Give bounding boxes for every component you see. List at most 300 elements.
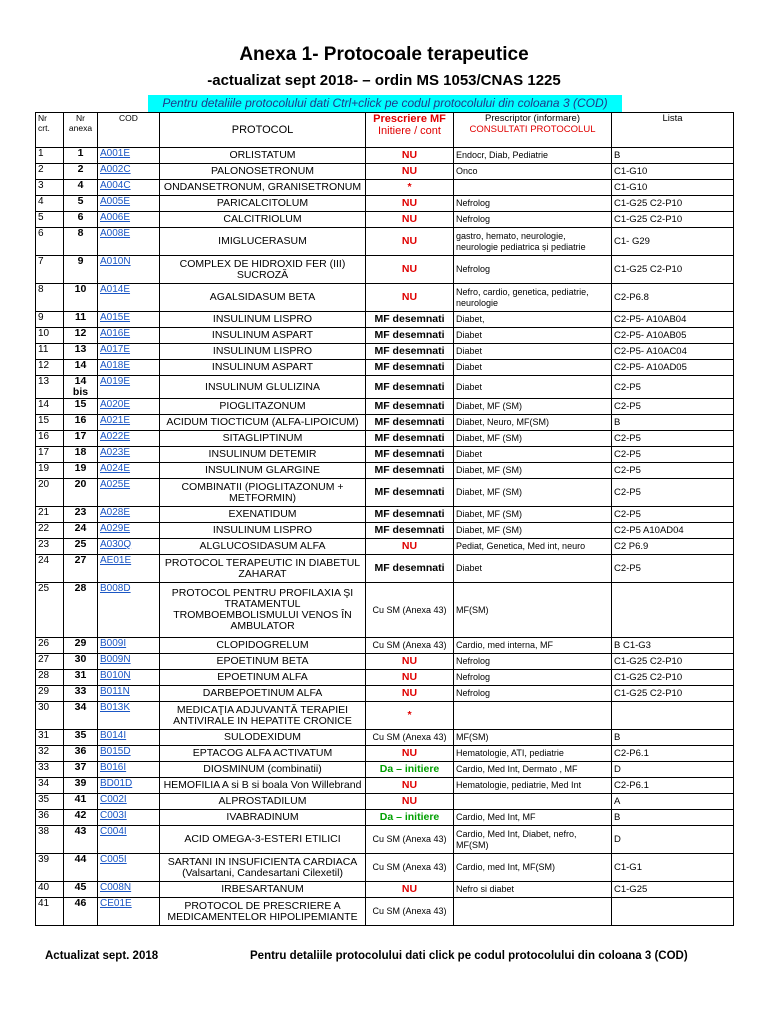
col-header-lista: Lista (612, 113, 734, 148)
protocol-code-link[interactable]: C005I (100, 854, 127, 865)
cell-lista: C1-G25 C2-P10 (612, 654, 734, 670)
cell-nr: 1 (36, 148, 64, 164)
table-row (36, 854, 734, 882)
table-row (36, 228, 734, 256)
cell-cod (98, 794, 160, 810)
cell-anexa: 18 (64, 447, 98, 463)
cell-protocol: SULODEXIDUM (160, 730, 366, 746)
cell-nr: 22 (36, 523, 64, 539)
cell-lista: C2-P6.8 (612, 284, 734, 312)
cell-cod (98, 447, 160, 463)
cell-lista: B (612, 730, 734, 746)
cell-prescriptor: Nefrolog (454, 196, 612, 212)
cell-cod (98, 523, 160, 539)
cell-prescriere-mf: NU (366, 746, 454, 762)
table-row (36, 431, 734, 447)
cell-protocol: INSULINUM GLARGINE (160, 463, 366, 479)
cell-cod (98, 180, 160, 196)
cell-protocol: ACIDUM TIOCTICUM (ALFA-LIPOICUM) (160, 415, 366, 431)
cell-prescriere-mf: NU (366, 164, 454, 180)
table-row (36, 638, 734, 654)
cell-prescriptor: Diabet (454, 328, 612, 344)
table-row (36, 479, 734, 507)
cell-cod (98, 670, 160, 686)
table-row (36, 164, 734, 180)
cell-nr: 3 (36, 180, 64, 196)
cell-cod (98, 730, 160, 746)
cell-lista: C2-P5 (612, 447, 734, 463)
cell-prescriptor: Diabet (454, 447, 612, 463)
cell-cod (98, 328, 160, 344)
protocol-code-link[interactable]: CE01E (100, 898, 132, 909)
cell-protocol: COMPLEX DE HIDROXID FER (III) SUCROZĂ (160, 256, 366, 284)
cell-cod (98, 638, 160, 654)
protocol-code-link[interactable]: A025E (100, 479, 131, 490)
cell-lista: C2 P6.9 (612, 539, 734, 555)
cell-nr: 32 (36, 746, 64, 762)
cell-anexa: 41 (64, 794, 98, 810)
protocols-table (35, 112, 734, 926)
protocol-code-link[interactable]: A023E (100, 447, 131, 458)
protocol-code-link[interactable]: C004I (100, 826, 127, 837)
cell-nr: 5 (36, 212, 64, 228)
cell-anexa: 9 (64, 256, 98, 284)
cell-prescriptor: Cardio, med Int, MF(SM) (454, 854, 612, 882)
cell-lista: C1-G25 C2-P10 (612, 670, 734, 686)
cell-lista: D (612, 826, 734, 854)
protocol-code-link[interactable]: B015D (100, 746, 131, 757)
cell-lista: B C1-G3 (612, 638, 734, 654)
cell-prescriere-mf: MF desemnati (366, 479, 454, 507)
cell-prescriptor: Diabet (454, 344, 612, 360)
table-row (36, 702, 734, 730)
cell-cod (98, 360, 160, 376)
table-row (36, 523, 734, 539)
table-row (36, 583, 734, 638)
cell-prescriptor: Nefro si diabet (454, 882, 612, 898)
cell-protocol: CALCITRIOLUM (160, 212, 366, 228)
protocol-code-link[interactable]: B014I (100, 730, 127, 741)
protocol-code-link[interactable]: A019E (100, 376, 131, 387)
protocol-code-link[interactable]: B016I (100, 762, 127, 773)
table-row (36, 344, 734, 360)
cell-protocol: ONDANSETRONUM, GRANISETRONUM (160, 180, 366, 196)
cell-prescriere-mf: MF desemnati (366, 447, 454, 463)
cell-lista: B (612, 148, 734, 164)
cell-anexa: 23 (64, 507, 98, 523)
table-row (36, 778, 734, 794)
cell-protocol: INSULINUM LISPRO (160, 344, 366, 360)
protocol-code-link[interactable]: A021E (100, 415, 131, 426)
table-row (36, 762, 734, 778)
table-row (36, 507, 734, 523)
cell-cod (98, 212, 160, 228)
cell-prescriere-mf: MF desemnati (366, 399, 454, 415)
protocol-code-link[interactable]: A030Q (100, 539, 132, 550)
table-row (36, 360, 734, 376)
cell-anexa: 31 (64, 670, 98, 686)
table-row (36, 670, 734, 686)
table-row (36, 284, 734, 312)
cell-cod (98, 228, 160, 256)
cell-protocol: IMIGLUCERASUM (160, 228, 366, 256)
cell-prescriere-mf: NU (366, 539, 454, 555)
col-header-prescriptor-sub: CONSULTATI PROTOCOLUL (469, 124, 596, 135)
cell-lista: C2-P5 (612, 555, 734, 583)
cell-prescriere-mf: Da – initiere (366, 762, 454, 778)
cell-protocol: EPTACOG ALFA ACTIVATUM (160, 746, 366, 762)
cell-prescriptor: Diabet, Neuro, MF(SM) (454, 415, 612, 431)
cell-prescriptor (454, 702, 612, 730)
cell-nr: 20 (36, 479, 64, 507)
col-header-prescriptor-title: Prescriptor (informare) (484, 113, 581, 124)
cell-prescriptor: gastro, hemato, neurologie, neurologie pediatrica și pediatrie (454, 228, 612, 256)
cell-lista (612, 702, 734, 730)
cell-prescriptor: MF(SM) (454, 583, 612, 638)
cell-protocol: ALPROSTADILUM (160, 794, 366, 810)
cell-protocol: HEMOFILIA A si B si boala Von Willebrand (160, 778, 366, 794)
cell-cod (98, 463, 160, 479)
cell-lista: B (612, 810, 734, 826)
cell-nr: 39 (36, 854, 64, 882)
cell-nr: 23 (36, 539, 64, 555)
cell-cod (98, 256, 160, 284)
cell-prescriptor: Diabet, (454, 312, 612, 328)
cell-lista: C1-G25 C2-P10 (612, 256, 734, 284)
cell-anexa: 45 (64, 882, 98, 898)
cell-prescriere-mf: NU (366, 686, 454, 702)
cell-lista: C1-G10 (612, 180, 734, 196)
col-header-prescriere (366, 113, 454, 148)
cell-cod (98, 746, 160, 762)
cell-prescriere-mf: Cu SM (Anexa 43) (366, 854, 454, 882)
cell-protocol: ALGLUCOSIDASUM ALFA (160, 539, 366, 555)
cell-protocol: AGALSIDASUM BETA (160, 284, 366, 312)
cell-prescriere-mf: NU (366, 654, 454, 670)
table-row (36, 539, 734, 555)
cell-protocol: PIOGLITAZONUM (160, 399, 366, 415)
cell-nr: 34 (36, 778, 64, 794)
cell-protocol: PROTOCOL TERAPEUTIC IN DIABETUL ZAHARAT (160, 555, 366, 583)
cell-lista: C2-P5 (612, 431, 734, 447)
cell-protocol: SITAGLIPTINUM (160, 431, 366, 447)
table-row (36, 826, 734, 854)
cell-prescriptor: Cardio, Med Int, MF (454, 810, 612, 826)
protocol-code-link[interactable]: A028E (100, 507, 131, 518)
cell-prescriere-mf: MF desemnati (366, 463, 454, 479)
cell-prescriptor: Endocr, Diab, Pediatrie (454, 148, 612, 164)
cell-anexa: 2 (64, 164, 98, 180)
protocol-code-link[interactable]: A024E (100, 463, 131, 474)
cell-prescriptor: Cardio, med interna, MF (454, 638, 612, 654)
cell-cod (98, 555, 160, 583)
cell-anexa: 15 (64, 399, 98, 415)
table-row (36, 196, 734, 212)
table-row (36, 148, 734, 164)
cell-anexa: 20 (64, 479, 98, 507)
cell-anexa: 29 (64, 638, 98, 654)
cell-protocol: PARICALCITOLUM (160, 196, 366, 212)
cell-prescriptor: Nefrolog (454, 670, 612, 686)
cell-nr: 7 (36, 256, 64, 284)
page-title: Anexa 1- Protocoale terapeutice (239, 44, 529, 65)
cell-protocol: ACID OMEGA-3-ESTERI ETILICI (160, 826, 366, 854)
cell-prescriere-mf: Cu SM (Anexa 43) (366, 638, 454, 654)
cell-nr: 33 (36, 762, 64, 778)
cell-cod (98, 312, 160, 328)
table-header-row (36, 113, 734, 148)
cell-protocol: INSULINUM LISPRO (160, 312, 366, 328)
cell-protocol: ORLISTATUM (160, 148, 366, 164)
cell-cod (98, 762, 160, 778)
protocol-code-link[interactable]: A018E (100, 360, 131, 371)
cell-cod (98, 415, 160, 431)
cell-protocol: DIOSMINUM (combinatii) (160, 762, 366, 778)
cell-lista (612, 583, 734, 638)
cell-prescriere-mf: * (366, 180, 454, 196)
cell-lista: C1-G10 (612, 164, 734, 180)
protocol-code-link[interactable]: A029E (100, 523, 131, 534)
cell-prescriere-mf: NU (366, 196, 454, 212)
cell-lista: C1-G25 C2-P10 (612, 196, 734, 212)
cell-protocol: SARTANI IN INSUFICIENTA CARDIACA (Valsartani, Candesartani Cilexetil) (160, 854, 366, 882)
cell-anexa: 12 (64, 328, 98, 344)
cell-lista: B (612, 415, 734, 431)
cell-anexa: 34 (64, 702, 98, 730)
page-subtitle: -actualizat sept 2018- – ordin MS 1053/CNAS 1225 (207, 72, 561, 89)
cell-prescriere-mf: NU (366, 794, 454, 810)
protocol-code-link[interactable]: C003I (100, 810, 127, 821)
protocol-code-link[interactable]: A001E (100, 148, 131, 159)
cell-nr: 11 (36, 344, 64, 360)
cell-nr: 29 (36, 686, 64, 702)
cell-protocol: MEDICAŢIA ADJUVANTĂ TERAPIEI ANTIVIRALE IN HEPATITE CRONICE (160, 702, 366, 730)
table-row (36, 447, 734, 463)
cell-cod (98, 898, 160, 926)
cell-anexa: 1 (64, 148, 98, 164)
cell-prescriptor: Diabet (454, 555, 612, 583)
protocol-code-link[interactable]: B009N (100, 654, 131, 665)
cell-prescriptor (454, 898, 612, 926)
cell-nr: 17 (36, 447, 64, 463)
table-row (36, 399, 734, 415)
cell-lista: C2-P5- A10AC04 (612, 344, 734, 360)
cell-prescriere-mf: MF desemnati (366, 431, 454, 447)
cell-lista: C1-G25 C2-P10 (612, 212, 734, 228)
cell-nr: 12 (36, 360, 64, 376)
cell-prescriptor: Diabet, MF (SM) (454, 399, 612, 415)
cell-prescriptor: Diabet, MF (SM) (454, 463, 612, 479)
cell-nr: 15 (36, 415, 64, 431)
protocol-code-link[interactable]: B008D (100, 583, 131, 594)
cell-cod (98, 344, 160, 360)
cell-prescriptor: Cardio, Med Int, Dermato , MF (454, 762, 612, 778)
cell-cod (98, 164, 160, 180)
cell-prescriere-mf: Da – initiere (366, 810, 454, 826)
protocol-code-link[interactable]: A010N (100, 256, 131, 267)
cell-anexa: 37 (64, 762, 98, 778)
table-row (36, 376, 734, 399)
cell-nr: 31 (36, 730, 64, 746)
cell-prescriere-mf: MF desemnati (366, 312, 454, 328)
table-row (36, 654, 734, 670)
cell-prescriere-mf: NU (366, 256, 454, 284)
cell-prescriere-mf: NU (366, 212, 454, 228)
cell-prescriere-mf: MF desemnati (366, 507, 454, 523)
cell-prescriptor: Nefrolog (454, 686, 612, 702)
cell-nr: 14 (36, 399, 64, 415)
cell-prescriere-mf: * (366, 702, 454, 730)
cell-lista (612, 898, 734, 926)
cell-anexa: 46 (64, 898, 98, 926)
cell-anexa: 28 (64, 583, 98, 638)
cell-anexa: 4 (64, 180, 98, 196)
protocol-code-link[interactable]: C008N (100, 882, 132, 893)
cell-nr: 24 (36, 555, 64, 583)
col-header-anexa: Nr anexa (64, 113, 98, 148)
cell-anexa: 42 (64, 810, 98, 826)
cell-anexa: 8 (64, 228, 98, 256)
cell-anexa: 13 (64, 344, 98, 360)
cell-anexa: 24 (64, 523, 98, 539)
cell-prescriptor: Nefrolog (454, 654, 612, 670)
cell-anexa: 33 (64, 686, 98, 702)
cell-anexa: 11 (64, 312, 98, 328)
cell-protocol: INSULINUM DETEMIR (160, 447, 366, 463)
cell-anexa: 14 (64, 360, 98, 376)
cell-nr: 40 (36, 882, 64, 898)
cell-anexa: 43 (64, 826, 98, 854)
cell-prescriptor: Onco (454, 164, 612, 180)
cell-cod (98, 507, 160, 523)
cell-nr: 21 (36, 507, 64, 523)
table-row (36, 746, 734, 762)
protocol-code-link[interactable]: B013K (100, 702, 131, 713)
protocol-code-link[interactable]: AE01E (100, 555, 132, 566)
protocol-code-link[interactable]: A014E (100, 284, 131, 295)
protocol-code-link[interactable]: A005E (100, 196, 131, 207)
cell-anexa: 30 (64, 654, 98, 670)
cell-anexa: 35 (64, 730, 98, 746)
cell-cod (98, 399, 160, 415)
cell-cod (98, 376, 160, 399)
cell-protocol: INSULINUM ASPART (160, 328, 366, 344)
cell-prescriptor: Diabet, MF (SM) (454, 507, 612, 523)
cell-nr: 35 (36, 794, 64, 810)
cell-nr: 6 (36, 228, 64, 256)
col-header-protocol: PROTOCOL (160, 113, 366, 148)
protocol-code-link[interactable]: BD01D (100, 778, 133, 789)
cell-prescriere-mf: Cu SM (Anexa 43) (366, 826, 454, 854)
cell-protocol: IVABRADINUM (160, 810, 366, 826)
cell-anexa: 17 (64, 431, 98, 447)
cell-prescriptor: Diabet (454, 376, 612, 399)
cell-prescriere-mf: MF desemnati (366, 555, 454, 583)
cell-nr: 36 (36, 810, 64, 826)
cell-prescriptor: Diabet, MF (SM) (454, 431, 612, 447)
protocol-code-link[interactable]: A020E (100, 399, 131, 410)
table-row (36, 686, 734, 702)
cell-nr: 4 (36, 196, 64, 212)
protocol-code-link[interactable]: A006E (100, 212, 131, 223)
cell-nr: 41 (36, 898, 64, 926)
cell-lista: C2-P6.1 (612, 778, 734, 794)
col-header-prescriere-sub: Initiere / cont (378, 125, 441, 137)
cell-prescriptor: Hematologie, pediatrie, Med Int (454, 778, 612, 794)
cell-prescriere-mf: MF desemnati (366, 360, 454, 376)
cell-nr: 19 (36, 463, 64, 479)
cell-cod (98, 284, 160, 312)
cell-prescriptor: Diabet, MF (SM) (454, 523, 612, 539)
cell-lista: C2-P6.1 (612, 746, 734, 762)
table-row (36, 463, 734, 479)
table-row (36, 555, 734, 583)
cell-cod (98, 778, 160, 794)
cell-lista: C2-P5 (612, 479, 734, 507)
protocol-code-link[interactable]: A004C (100, 180, 131, 191)
cell-prescriere-mf: NU (366, 148, 454, 164)
cell-protocol: INSULINUM GLULIZINA (160, 376, 366, 399)
table-row (36, 180, 734, 196)
protocol-code-link[interactable]: A002C (100, 164, 131, 175)
cell-lista: A (612, 794, 734, 810)
cell-prescriere-mf: MF desemnati (366, 415, 454, 431)
protocol-code-link[interactable]: A016E (100, 328, 131, 339)
cell-lista: C2-P5 (612, 463, 734, 479)
cell-cod (98, 882, 160, 898)
cell-protocol: EPOETINUM ALFA (160, 670, 366, 686)
protocol-code-link[interactable]: A022E (100, 431, 131, 442)
cell-cod (98, 854, 160, 882)
table-row (36, 256, 734, 284)
cell-prescriere-mf: Cu SM (Anexa 43) (366, 730, 454, 746)
cell-cod (98, 702, 160, 730)
col-header-nr: Nr crt. (36, 113, 64, 148)
footer-updated: Actualizat sept. 2018 (45, 950, 159, 962)
cell-protocol: COMBINATII (PIOGLITAZONUM + METFORMIN) (160, 479, 366, 507)
cell-protocol: PROTOCOL PENTRU PROFILAXIA ŞI TRATAMENTUL TROMBOEMBOLISMULUI VENOS ÎN AMBULATOR (160, 583, 366, 638)
cell-anexa: 36 (64, 746, 98, 762)
protocol-code-link[interactable]: B010N (100, 670, 131, 681)
cell-cod (98, 148, 160, 164)
cell-protocol: IRBESARTANUM (160, 882, 366, 898)
table-row (36, 730, 734, 746)
protocol-code-link[interactable]: A015E (100, 312, 131, 323)
cell-nr: 28 (36, 670, 64, 686)
protocol-code-link[interactable]: C002I (100, 794, 127, 805)
table-row (36, 415, 734, 431)
cell-prescriere-mf: MF desemnati (366, 344, 454, 360)
cell-lista: C1-G25 (612, 882, 734, 898)
cell-cod (98, 479, 160, 507)
cell-prescriere-mf: NU (366, 284, 454, 312)
cell-anexa: 16 (64, 415, 98, 431)
cell-nr: 2 (36, 164, 64, 180)
cell-nr: 27 (36, 654, 64, 670)
table-row (36, 898, 734, 926)
cell-cod (98, 686, 160, 702)
cell-prescriptor: Nefrolog (454, 212, 612, 228)
protocol-code-link[interactable]: B011N (100, 686, 130, 697)
protocol-code-link[interactable]: A017E (100, 344, 131, 355)
cell-protocol: PROTOCOL DE PRESCRIERE A MEDICAMENTELOR HIPOLIPEMIANTE (160, 898, 366, 926)
cell-prescriptor: Nefrolog (454, 256, 612, 284)
protocol-code-link[interactable]: A008E (100, 228, 131, 239)
cell-nr: 9 (36, 312, 64, 328)
protocol-code-link[interactable]: B009I (100, 638, 127, 649)
cell-protocol: EPOETINUM BETA (160, 654, 366, 670)
cell-prescriptor: Cardio, Med Int, Diabet, nefro, MF(SM) (454, 826, 612, 854)
